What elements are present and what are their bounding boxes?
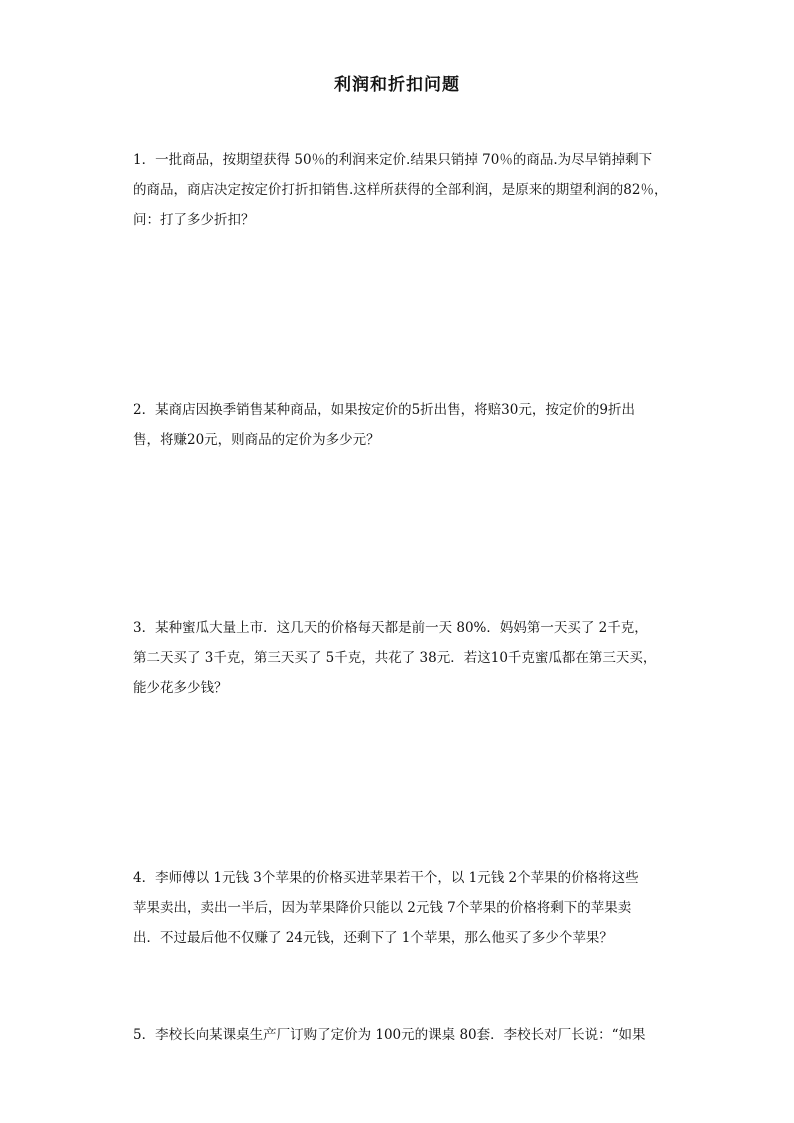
problem-1	[133, 145, 678, 235]
page-title: 利润和折扣问题	[334, 75, 460, 95]
problem-5	[133, 1020, 678, 1050]
problem-2-line-1: 2．某商店因换季销售某种商品，如果按定价的5折出售，将赔30元，按定价的9折出	[133, 402, 635, 418]
problem-2	[133, 395, 678, 455]
problem-3-line-2: 第二天买了 3千克，第三天买了 5千克，共花了 38元．若这10千克蜜瓜都在第三天买，	[133, 650, 657, 666]
problem-2-line-2: 售，将赚20元，则商品的定价为多少元？	[133, 432, 380, 448]
problem-1-line-3: 问：打了多少折扣？	[133, 212, 255, 228]
problem-3-line-1: 3．某种蜜瓜大量上市．这几天的价格每天都是前一天 80%．妈妈第一天买了 2千克，	[133, 620, 648, 636]
problem-1-line-2: 的商品，商店决定按定价打折扣销售.这样所获得的全部利润，是原来的期望利润的82％，	[133, 182, 668, 198]
problem-3-line-3: 能少花多少钱？	[133, 680, 228, 696]
problem-3	[133, 613, 678, 703]
problem-5-line-1: 5．李校长向某课桌生产厂订购了定价为 100元的课桌 80套．李校长对厂长说：“如果	[133, 1027, 646, 1043]
problem-4	[133, 863, 678, 953]
problem-1-line-1: 1．一批商品，按期望获得 50％的利润来定价.结果只销掉 70％的商品.为尽早销掉剩下	[133, 152, 653, 168]
problem-4-line-2: 苹果卖出，卖出一半后，因为苹果降价只能以 2元钱 7个苹果的价格将剩下的苹果卖	[133, 900, 632, 916]
problem-4-line-3: 出．不过最后他不仅赚了 24元钱，还剩下了 1个苹果，那么他买了多少个苹果？	[133, 930, 613, 946]
problem-4-line-1: 4．李师傅以 1元钱 3个苹果的价格买进苹果若干个，以 1元钱 2个苹果的价格将这些	[133, 870, 639, 886]
